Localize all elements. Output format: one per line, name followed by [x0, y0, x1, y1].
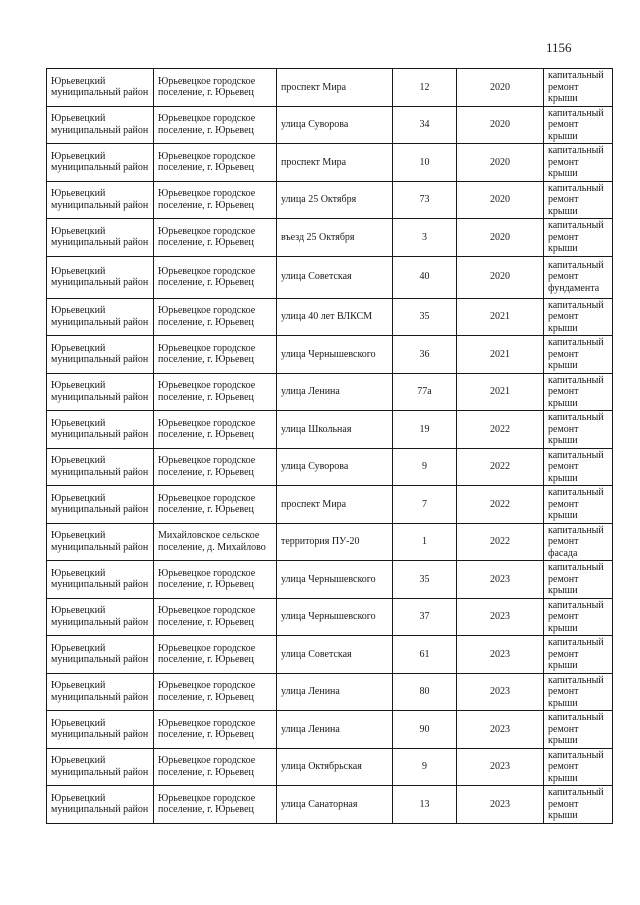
street-cell: улица Школьная: [277, 411, 393, 449]
table-row: [47, 486, 613, 524]
street-cell: улица Ленина: [277, 673, 393, 711]
table-row: [47, 298, 613, 336]
year-cell: 2023: [457, 748, 544, 786]
table-row: [47, 106, 613, 144]
street-cell: проспект Мира: [277, 486, 393, 524]
street-cell: улица Чернышевского: [277, 598, 393, 636]
table-row: [47, 711, 613, 749]
work-type-cell: капитальный ремонт крыши: [544, 561, 613, 599]
year-cell: 2022: [457, 523, 544, 561]
house-number-cell: 19: [393, 411, 457, 449]
district-cell: Юрьевецкий муниципальный район: [47, 486, 154, 524]
district-cell: Юрьевецкий муниципальный район: [47, 106, 154, 144]
district-cell: Юрьевецкий муниципальный район: [47, 256, 154, 298]
street-cell: улица Октябрьская: [277, 748, 393, 786]
settlement-cell: Юрьевецкое городское поселение, г. Юрьевец: [154, 598, 277, 636]
table-body: [47, 69, 613, 824]
district-cell: Юрьевецкий муниципальный район: [47, 411, 154, 449]
settlement-cell: Юрьевецкое городское поселение, г. Юрьевец: [154, 673, 277, 711]
house-number-cell: 35: [393, 298, 457, 336]
settlement-cell: Юрьевецкое городское поселение, г. Юрьевец: [154, 711, 277, 749]
house-number-cell: 61: [393, 636, 457, 674]
street-cell: улица Ленина: [277, 711, 393, 749]
table-row: [47, 336, 613, 374]
street-cell: въезд 25 Октября: [277, 219, 393, 257]
work-type-cell: капитальный ремонт крыши: [544, 486, 613, 524]
settlement-cell: Юрьевецкое городское поселение, г. Юрьевец: [154, 106, 277, 144]
street-cell: улица Советская: [277, 256, 393, 298]
house-number-cell: 77а: [393, 373, 457, 411]
year-cell: 2023: [457, 673, 544, 711]
street-cell: улица Суворова: [277, 106, 393, 144]
work-type-cell: капитальный ремонт крыши: [544, 336, 613, 374]
district-cell: Юрьевецкий муниципальный район: [47, 448, 154, 486]
house-number-cell: 37: [393, 598, 457, 636]
year-cell: 2023: [457, 561, 544, 599]
table-row: [47, 636, 613, 674]
table-row: [47, 411, 613, 449]
street-cell: территория ПУ-20: [277, 523, 393, 561]
year-cell: 2020: [457, 69, 544, 107]
district-cell: Юрьевецкий муниципальный район: [47, 711, 154, 749]
table-row: [47, 373, 613, 411]
table-row: [47, 561, 613, 599]
year-cell: 2023: [457, 636, 544, 674]
table-row: [47, 748, 613, 786]
table-row: [47, 673, 613, 711]
year-cell: 2023: [457, 786, 544, 824]
street-cell: улица 25 Октября: [277, 181, 393, 219]
repair-schedule-table: [46, 68, 613, 824]
work-type-cell: капитальный ремонт крыши: [544, 373, 613, 411]
year-cell: 2021: [457, 373, 544, 411]
street-cell: улица Чернышевского: [277, 336, 393, 374]
year-cell: 2020: [457, 106, 544, 144]
settlement-cell: Юрьевецкое городское поселение, г. Юрьевец: [154, 448, 277, 486]
year-cell: 2020: [457, 256, 544, 298]
district-cell: Юрьевецкий муниципальный район: [47, 181, 154, 219]
district-cell: Юрьевецкий муниципальный район: [47, 523, 154, 561]
house-number-cell: 90: [393, 711, 457, 749]
street-cell: улица Суворова: [277, 448, 393, 486]
work-type-cell: капитальный ремонт крыши: [544, 144, 613, 182]
house-number-cell: 35: [393, 561, 457, 599]
table-row: [47, 598, 613, 636]
district-cell: Юрьевецкий муниципальный район: [47, 673, 154, 711]
work-type-cell: капитальный ремонт крыши: [544, 298, 613, 336]
settlement-cell: Юрьевецкое городское поселение, г. Юрьевец: [154, 636, 277, 674]
year-cell: 2020: [457, 181, 544, 219]
settlement-cell: Юрьевецкое городское поселение, г. Юрьевец: [154, 411, 277, 449]
settlement-cell: Юрьевецкое городское поселение, г. Юрьевец: [154, 336, 277, 374]
street-cell: улица Советская: [277, 636, 393, 674]
district-cell: Юрьевецкий муниципальный район: [47, 69, 154, 107]
work-type-cell: капитальный ремонт крыши: [544, 711, 613, 749]
year-cell: 2022: [457, 486, 544, 524]
house-number-cell: 12: [393, 69, 457, 107]
house-number-cell: 7: [393, 486, 457, 524]
work-type-cell: капитальный ремонт крыши: [544, 69, 613, 107]
district-cell: Юрьевецкий муниципальный район: [47, 373, 154, 411]
table-row: [47, 448, 613, 486]
settlement-cell: Юрьевецкое городское поселение, г. Юрьевец: [154, 561, 277, 599]
house-number-cell: 13: [393, 786, 457, 824]
year-cell: 2021: [457, 336, 544, 374]
house-number-cell: 73: [393, 181, 457, 219]
district-cell: Юрьевецкий муниципальный район: [47, 786, 154, 824]
house-number-cell: 80: [393, 673, 457, 711]
work-type-cell: капитальный ремонт крыши: [544, 673, 613, 711]
house-number-cell: 3: [393, 219, 457, 257]
street-cell: улица Санаторная: [277, 786, 393, 824]
settlement-cell: Юрьевецкое городское поселение, г. Юрьевец: [154, 256, 277, 298]
work-type-cell: капитальный ремонт крыши: [544, 411, 613, 449]
year-cell: 2022: [457, 448, 544, 486]
settlement-cell: Юрьевецкое городское поселение, г. Юрьевец: [154, 748, 277, 786]
work-type-cell: капитальный ремонт фундамента: [544, 256, 613, 298]
year-cell: 2023: [457, 598, 544, 636]
district-cell: Юрьевецкий муниципальный район: [47, 561, 154, 599]
house-number-cell: 9: [393, 448, 457, 486]
street-cell: проспект Мира: [277, 69, 393, 107]
district-cell: Юрьевецкий муниципальный район: [47, 144, 154, 182]
work-type-cell: капитальный ремонт крыши: [544, 786, 613, 824]
house-number-cell: 9: [393, 748, 457, 786]
year-cell: 2020: [457, 144, 544, 182]
table-row: [47, 144, 613, 182]
house-number-cell: 36: [393, 336, 457, 374]
house-number-cell: 10: [393, 144, 457, 182]
table-row: [47, 786, 613, 824]
street-cell: улица 40 лет ВЛКСМ: [277, 298, 393, 336]
work-type-cell: капитальный ремонт фасада: [544, 523, 613, 561]
table-row: [47, 523, 613, 561]
table-row: [47, 181, 613, 219]
house-number-cell: 40: [393, 256, 457, 298]
settlement-cell: Юрьевецкое городское поселение, г. Юрьевец: [154, 219, 277, 257]
street-cell: улица Ленина: [277, 373, 393, 411]
settlement-cell: Юрьевецкое городское поселение, г. Юрьевец: [154, 144, 277, 182]
house-number-cell: 1: [393, 523, 457, 561]
table-row: [47, 219, 613, 257]
work-type-cell: капитальный ремонт крыши: [544, 448, 613, 486]
district-cell: Юрьевецкий муниципальный район: [47, 598, 154, 636]
district-cell: Юрьевецкий муниципальный район: [47, 298, 154, 336]
district-cell: Юрьевецкий муниципальный район: [47, 219, 154, 257]
year-cell: 2023: [457, 711, 544, 749]
settlement-cell: Юрьевецкое городское поселение, г. Юрьевец: [154, 486, 277, 524]
work-type-cell: капитальный ремонт крыши: [544, 106, 613, 144]
settlement-cell: Юрьевецкое городское поселение, г. Юрьевец: [154, 786, 277, 824]
year-cell: 2022: [457, 411, 544, 449]
settlement-cell: Михайловское сельское поселение, д. Михайлово: [154, 523, 277, 561]
house-number-cell: 34: [393, 106, 457, 144]
street-cell: улица Чернышевского: [277, 561, 393, 599]
page-number: 1156: [546, 40, 572, 55]
settlement-cell: Юрьевецкое городское поселение, г. Юрьевец: [154, 69, 277, 107]
district-cell: Юрьевецкий муниципальный район: [47, 336, 154, 374]
street-cell: проспект Мира: [277, 144, 393, 182]
settlement-cell: Юрьевецкое городское поселение, г. Юрьевец: [154, 298, 277, 336]
district-cell: Юрьевецкий муниципальный район: [47, 636, 154, 674]
table-row: [47, 256, 613, 298]
work-type-cell: капитальный ремонт крыши: [544, 181, 613, 219]
district-cell: Юрьевецкий муниципальный район: [47, 748, 154, 786]
work-type-cell: капитальный ремонт крыши: [544, 598, 613, 636]
work-type-cell: капитальный ремонт крыши: [544, 219, 613, 257]
work-type-cell: капитальный ремонт крыши: [544, 748, 613, 786]
table-row: [47, 69, 613, 107]
year-cell: 2020: [457, 219, 544, 257]
year-cell: 2021: [457, 298, 544, 336]
settlement-cell: Юрьевецкое городское поселение, г. Юрьевец: [154, 181, 277, 219]
work-type-cell: капитальный ремонт крыши: [544, 636, 613, 674]
settlement-cell: Юрьевецкое городское поселение, г. Юрьевец: [154, 373, 277, 411]
